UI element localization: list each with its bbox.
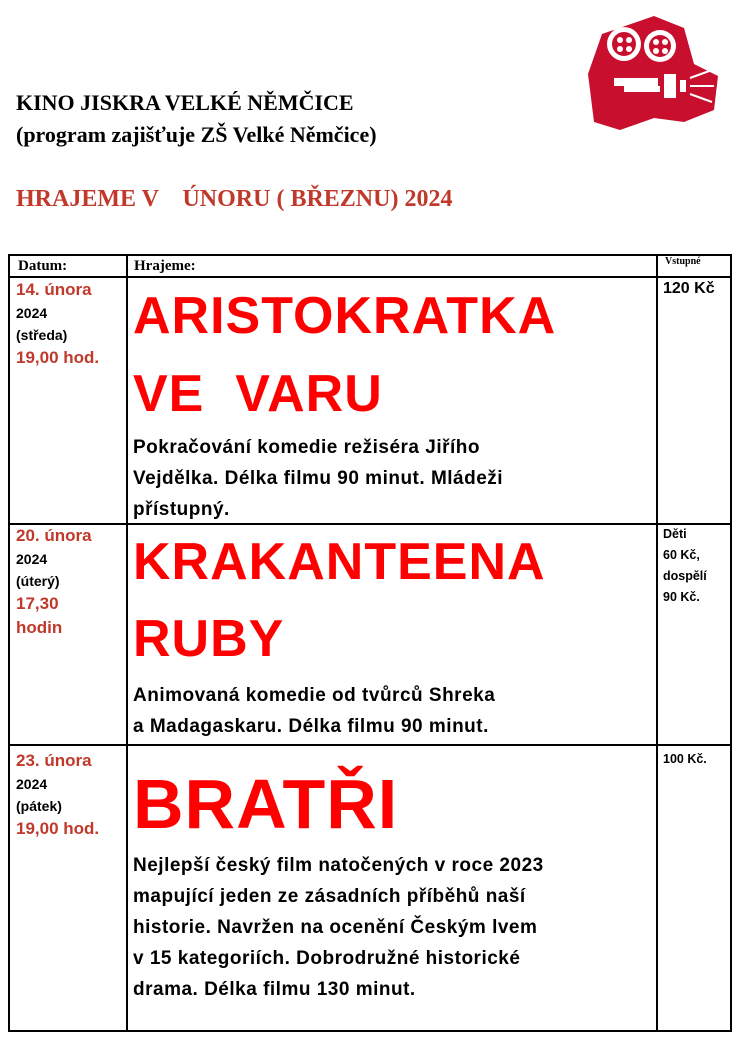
date-year: 2024 — [16, 551, 48, 567]
description-line: v 15 kategoriích. Dobrodružné historické — [133, 948, 521, 969]
column-header-date: Datum: — [18, 258, 68, 274]
date-year: 2024 — [16, 776, 48, 792]
price-line: 100 Kč. — [663, 752, 707, 766]
description-line: historie. Navržen na ocenění Českým lvem — [133, 917, 538, 938]
movie-title: VE VARU — [133, 365, 383, 423]
movie-description — [133, 850, 653, 1005]
movie-title: BRATŘI — [133, 765, 399, 843]
description-line: Nejlepší český film natočených v roce 2023 — [133, 855, 544, 876]
row-date — [16, 749, 99, 841]
column-header-playing: Hrajeme: — [134, 258, 196, 274]
movie-description — [133, 432, 653, 525]
price — [663, 749, 723, 770]
description-line: Animovaná komedie od tvůrců Shreka — [133, 685, 496, 706]
date-year: 2024 — [16, 305, 48, 321]
price — [663, 280, 723, 298]
movie-title: KRAKANTEENA — [133, 533, 546, 591]
description-line: Vejdělka. Délka filmu 90 minut. Mládeži — [133, 468, 504, 489]
row-date — [16, 278, 99, 370]
date-weekday: (úterý) — [16, 573, 60, 589]
movie-description — [133, 680, 653, 742]
date-day: 20. února — [16, 526, 92, 545]
price — [663, 524, 723, 608]
description-line: Pokračování komedie režiséra Jiřího — [133, 437, 480, 458]
date-day: 14. února — [16, 280, 92, 299]
date-time: 19,00 hod. — [16, 819, 100, 838]
date-time: 19,00 hod. — [16, 348, 100, 367]
price-line: Děti — [663, 527, 687, 541]
date-time: 17,30 — [16, 594, 59, 613]
column-divider — [126, 256, 128, 1030]
price-line: 120 Kč — [663, 280, 715, 297]
date-day: 23. února — [16, 751, 92, 770]
description-line: a Madagaskaru. Délka filmu 90 minut. — [133, 716, 489, 737]
month-heading: HRAJEME V ÚNORU ( BŘEZNU) 2024 — [16, 186, 453, 212]
date-weekday: (pátek) — [16, 798, 62, 814]
price-line: dospělí — [663, 569, 707, 583]
date-time-unit: hodin — [16, 618, 63, 637]
movie-title: ARISTOKRATKA — [133, 287, 557, 345]
price-line: 60 Kč, — [663, 548, 700, 562]
row-divider — [10, 744, 730, 746]
film-projector-icon — [584, 14, 720, 130]
price-line: 90 Kč. — [663, 590, 700, 604]
column-header-price: Vstupné — [665, 256, 701, 267]
description-line: mapující jeden ze zásadních příběhů naší — [133, 886, 526, 907]
row-divider — [10, 276, 730, 278]
page-title: KINO JISKRA VELKÉ NĚMČICE — [16, 90, 354, 115]
date-weekday: (středa) — [16, 327, 68, 343]
description-line: drama. Délka filmu 130 minut. — [133, 979, 416, 1000]
page-subtitle: (program zajišťuje ZŠ Velké Němčice) — [16, 122, 377, 147]
description-line: přístupný. — [133, 499, 230, 520]
row-date — [16, 524, 92, 640]
movie-title: RUBY — [133, 610, 285, 668]
column-divider — [656, 256, 658, 1030]
